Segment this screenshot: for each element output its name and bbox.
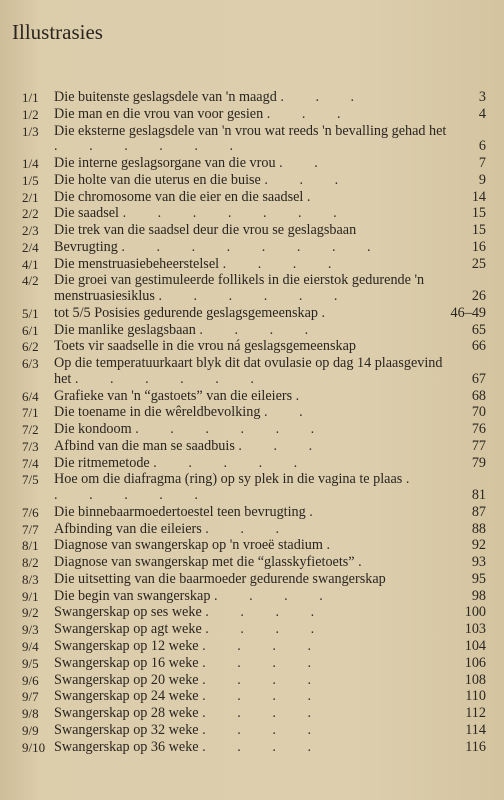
page-number: 103 <box>464 621 486 638</box>
list-item <box>0 673 504 689</box>
figure-number: 4/2 <box>22 273 39 289</box>
figure-number: 1/5 <box>22 172 39 188</box>
figure-title-text: Die saadsel <box>54 205 120 222</box>
figure-title-text: Op die temperatuurkaart blyk dit dat ovulasie op dag 14 plaasgevind het <box>54 355 443 387</box>
list-item <box>0 323 504 339</box>
figure-number: 8/3 <box>22 571 39 587</box>
figure-number: 1/3 <box>22 123 39 139</box>
page-number: 15 <box>471 222 486 239</box>
leader-dots: . <box>321 304 340 321</box>
figure-number: 9/8 <box>22 706 39 722</box>
figure-title-text: Die buitenste geslagsdele van 'n maagd <box>54 89 277 105</box>
figure-title-text: Die eksterne geslagsdele van 'n vrou wat reeds 'n bevalling gehad het <box>54 122 447 139</box>
figure-title-text: Swangerskap op 28 weke <box>54 705 199 722</box>
page-number: 87 <box>471 503 486 520</box>
figure-title-text: Die interne geslagsorgane van die vrou <box>54 154 276 171</box>
leader-dots: . . . . . <box>153 454 312 471</box>
page-number: 104 <box>464 638 486 655</box>
list-item <box>0 405 504 421</box>
figure-title-text: Swangerskap op 16 weke <box>54 654 199 671</box>
figure-title <box>54 356 452 387</box>
figure-title <box>54 323 452 339</box>
page-number: 76 <box>471 421 486 438</box>
list-item <box>0 422 504 438</box>
list-item <box>0 156 504 172</box>
page-number: 79 <box>471 454 486 471</box>
page-number: 25 <box>471 255 486 272</box>
figure-title <box>54 589 452 605</box>
page-number: 26 <box>471 288 486 304</box>
list-item <box>0 223 504 239</box>
page-number: 68 <box>471 387 486 404</box>
figure-title-text: Die uitsetting van die baarmoeder gedurende swangerskap <box>54 570 386 587</box>
leader-dots: . . . . <box>205 621 329 638</box>
list-item <box>0 439 504 455</box>
list-item <box>0 190 504 206</box>
list-item <box>0 456 504 472</box>
leader-dots: . . . . . . <box>54 471 424 503</box>
figure-title <box>54 472 452 503</box>
figure-title <box>54 689 452 705</box>
leader-dots: . . . . . . . . <box>121 238 385 255</box>
page-number: 81 <box>471 487 486 503</box>
figure-title <box>54 156 452 172</box>
leader-dots: . . . <box>205 520 294 537</box>
figure-title-text: Diagnose van swangerskap op 'n vroeë stadium <box>54 537 323 554</box>
figure-number: 6/2 <box>22 339 39 355</box>
figure-title-text: Die chromosome van die eier en die saadsel <box>54 188 304 205</box>
list-item <box>0 538 504 554</box>
list-item <box>0 505 504 521</box>
figure-number: 8/2 <box>22 555 39 571</box>
page-number: 4 <box>478 105 486 122</box>
figure-title-text: Bevrugting <box>54 238 118 255</box>
page-number: 65 <box>471 321 486 338</box>
list-item <box>0 572 504 588</box>
figure-number: 2/1 <box>22 189 39 205</box>
figure-number: 9/10 <box>22 739 46 755</box>
list-item <box>0 339 504 355</box>
page-number: 112 <box>465 705 486 722</box>
list-item <box>0 273 504 304</box>
leader-dots: . <box>358 554 376 571</box>
leader-dots: . . . <box>264 171 353 188</box>
figure-title <box>54 572 452 588</box>
figure-title-text: Die trek van die saadsel deur die vrou se geslagsbaan <box>54 222 357 239</box>
leader-dots: . . . . <box>202 638 325 655</box>
figure-number: 2/4 <box>22 239 39 255</box>
figure-title <box>54 206 452 222</box>
page-number: 114 <box>465 721 486 738</box>
figure-number: 7/4 <box>22 455 39 471</box>
figure-title <box>54 223 452 239</box>
page-number: 66 <box>471 338 486 355</box>
figure-title-text: Die holte van die uterus en die buise <box>54 171 261 188</box>
list-item <box>0 605 504 621</box>
list-item <box>0 622 504 638</box>
page-number: 106 <box>464 654 486 671</box>
list-item <box>0 257 504 273</box>
figure-number: 9/5 <box>22 655 39 671</box>
figure-title <box>54 90 452 106</box>
figure-number: 5/1 <box>22 305 39 321</box>
figure-title-text: Die ritmemetode <box>54 454 150 471</box>
page-number: 98 <box>471 587 486 604</box>
figure-number: 4/1 <box>22 256 39 272</box>
list-item <box>0 740 504 756</box>
figure-title-text: Afbinding van die eileiers <box>54 520 202 537</box>
figure-title-text: Die toename in die wêreldbevolking <box>54 404 261 421</box>
figure-number: 9/1 <box>22 588 39 604</box>
leader-dots: . . . . <box>202 671 325 688</box>
list-item <box>0 107 504 123</box>
figure-title-text: Diagnose van swangerskap met die “glasskyfietoets” <box>54 554 355 571</box>
leader-dots: . . . . <box>205 604 329 621</box>
figure-title <box>54 622 452 638</box>
figure-title <box>54 273 452 304</box>
figure-number: 7/3 <box>22 438 39 454</box>
list-item <box>0 240 504 256</box>
leader-dots: . . . . <box>199 321 323 338</box>
figure-number: 9/7 <box>22 689 39 705</box>
page-number: 9 <box>478 171 486 188</box>
page-number: 70 <box>471 404 486 421</box>
list-item <box>0 555 504 571</box>
figure-title <box>54 124 452 155</box>
figure-number: 8/1 <box>22 538 39 554</box>
figure-number: 6/1 <box>22 322 39 338</box>
leader-dots: . <box>326 537 344 554</box>
figure-title-text: Hoe om die diafragma (ring) op sy plek in die vagina te plaas <box>54 471 403 488</box>
figure-title <box>54 422 452 438</box>
figure-number: 1/2 <box>22 106 39 122</box>
figure-title <box>54 538 452 554</box>
list-item <box>0 522 504 538</box>
leader-dots: . . . . <box>213 587 337 604</box>
page-title: Illustrasies <box>12 20 103 44</box>
list-item <box>0 589 504 605</box>
figure-title-text: Die manlike geslagsbaan <box>54 321 196 338</box>
page-number: 93 <box>471 554 486 571</box>
figure-title <box>54 190 452 206</box>
figure-title-text: tot 5/5 Posisies gedurende geslagsgemeenskap <box>54 304 318 321</box>
figure-number: 7/6 <box>22 504 39 520</box>
list-item <box>0 689 504 705</box>
figure-title-text: Swangerskap op 20 weke <box>54 671 199 688</box>
figure-number: 9/2 <box>22 605 39 621</box>
page-number: 6 <box>478 138 486 155</box>
leader-dots: . <box>309 503 327 520</box>
figure-title-text: Grafieke van 'n “gastoets” van die eileiers <box>54 387 293 404</box>
figure-number: 2/2 <box>22 206 39 222</box>
figure-title <box>54 605 452 621</box>
page-number: 110 <box>465 688 486 705</box>
leader-dots: . . . . . . <box>54 138 248 155</box>
figure-title <box>54 656 452 672</box>
figure-title <box>54 706 452 722</box>
figure-title <box>54 339 452 355</box>
list-item <box>0 356 504 387</box>
leader-dots: . . . <box>266 105 355 122</box>
figure-number: 6/4 <box>22 388 39 404</box>
leader-dots: . . . . <box>202 721 325 738</box>
page-number: 3 <box>478 89 486 105</box>
page-number: 116 <box>465 738 486 755</box>
figure-number: 9/6 <box>22 672 39 688</box>
page-number: 95 <box>471 570 486 587</box>
leader-dots: . <box>306 188 325 205</box>
figure-title <box>54 740 452 756</box>
figure-title-text: Die kondoom <box>54 421 132 438</box>
figure-number: 1/4 <box>22 155 39 171</box>
figure-title <box>54 723 452 739</box>
page-number: 100 <box>464 604 486 621</box>
illustrations-list <box>0 90 504 757</box>
leader-dots: . . . . <box>202 705 325 722</box>
figure-title <box>54 522 452 538</box>
page-number: 108 <box>464 671 486 688</box>
page-number: 77 <box>471 437 486 454</box>
page-number: 88 <box>471 520 486 537</box>
figure-title-text: Swangerskap op agt weke <box>54 621 202 638</box>
leader-dots: . <box>295 387 314 404</box>
figure-number: 1/1 <box>22 90 39 105</box>
figure-title <box>54 405 452 421</box>
list-item <box>0 472 504 503</box>
figure-title-text: Swangerskap op ses weke <box>54 604 202 621</box>
leader-dots: . . . <box>280 89 369 105</box>
figure-number: 9/3 <box>22 622 39 638</box>
list-item <box>0 173 504 189</box>
leader-dots: . . . . <box>202 738 325 755</box>
leader-dots: . . . . . . <box>158 288 352 304</box>
figure-number: 9/9 <box>22 722 39 738</box>
figure-number: 7/2 <box>22 422 39 438</box>
figure-number: 7/1 <box>22 405 39 421</box>
figure-title-text: Die begin van swangerskap <box>54 587 211 604</box>
page-number: 15 <box>471 205 486 222</box>
figure-title-text: Swangerskap op 24 weke <box>54 688 199 705</box>
figure-title <box>54 107 452 123</box>
figure-title <box>54 639 452 655</box>
figure-title <box>54 439 452 455</box>
figure-number: 7/5 <box>22 472 39 488</box>
figure-title-text: Swangerskap op 32 weke <box>54 721 199 738</box>
figure-title-text: Die menstruasiebeheerstelsel <box>54 255 220 272</box>
page-number: 92 <box>471 537 486 554</box>
figure-title-text: Swangerskap op 12 weke <box>54 638 199 655</box>
figure-number: 9/4 <box>22 639 39 655</box>
page-number: 16 <box>471 238 486 255</box>
list-item <box>0 706 504 722</box>
figure-title-text: Die groei van gestimuleerde follikels in die eierstok gedurende 'n menstruasiesiklus <box>54 272 425 304</box>
list-item <box>0 306 504 322</box>
figure-title <box>54 505 452 521</box>
figure-title-text: Swangerskap op 36 weke <box>54 738 199 755</box>
list-item <box>0 639 504 655</box>
page-number: 14 <box>471 188 486 205</box>
list-item <box>0 656 504 672</box>
list-item <box>0 124 504 155</box>
leader-dots: . . . <box>238 437 327 454</box>
figure-title-text: Die binnebaarmoedertoestel teen bevrugting <box>54 503 306 520</box>
figure-title <box>54 173 452 189</box>
figure-number: 6/3 <box>22 356 39 372</box>
page-number: 7 <box>478 154 486 171</box>
figure-title <box>54 673 452 689</box>
figure-title <box>54 306 452 322</box>
leader-dots: . . . . <box>202 688 325 705</box>
figure-number: 2/3 <box>22 223 39 239</box>
page-number: 46–49 <box>450 304 486 321</box>
leader-dots: . . <box>279 154 332 171</box>
figure-title <box>54 456 452 472</box>
figure-number: 7/7 <box>22 521 39 537</box>
leader-dots: . . . . . . <box>74 370 268 387</box>
list-item <box>0 389 504 405</box>
leader-dots: . . . . . . <box>135 421 329 438</box>
list-item <box>0 723 504 739</box>
leader-dots: . . . . <box>202 654 325 671</box>
list-item <box>0 206 504 222</box>
figure-title <box>54 240 452 256</box>
list-item <box>0 90 504 106</box>
leader-dots: . . . . <box>222 255 346 272</box>
page-number: 67 <box>471 370 486 387</box>
figure-title <box>54 257 452 273</box>
leader-dots: . . <box>264 404 317 421</box>
figure-title-text: Afbind van die man se saadbuis <box>54 437 235 454</box>
figure-title <box>54 389 452 405</box>
figure-title-text: Die man en die vrou van voor gesien <box>54 105 264 122</box>
figure-title <box>54 555 452 571</box>
figure-title-text: Toets vir saadselle in die vrou ná geslagsgemeenskap <box>54 338 356 355</box>
leader-dots: . . . . . . . <box>122 205 351 222</box>
